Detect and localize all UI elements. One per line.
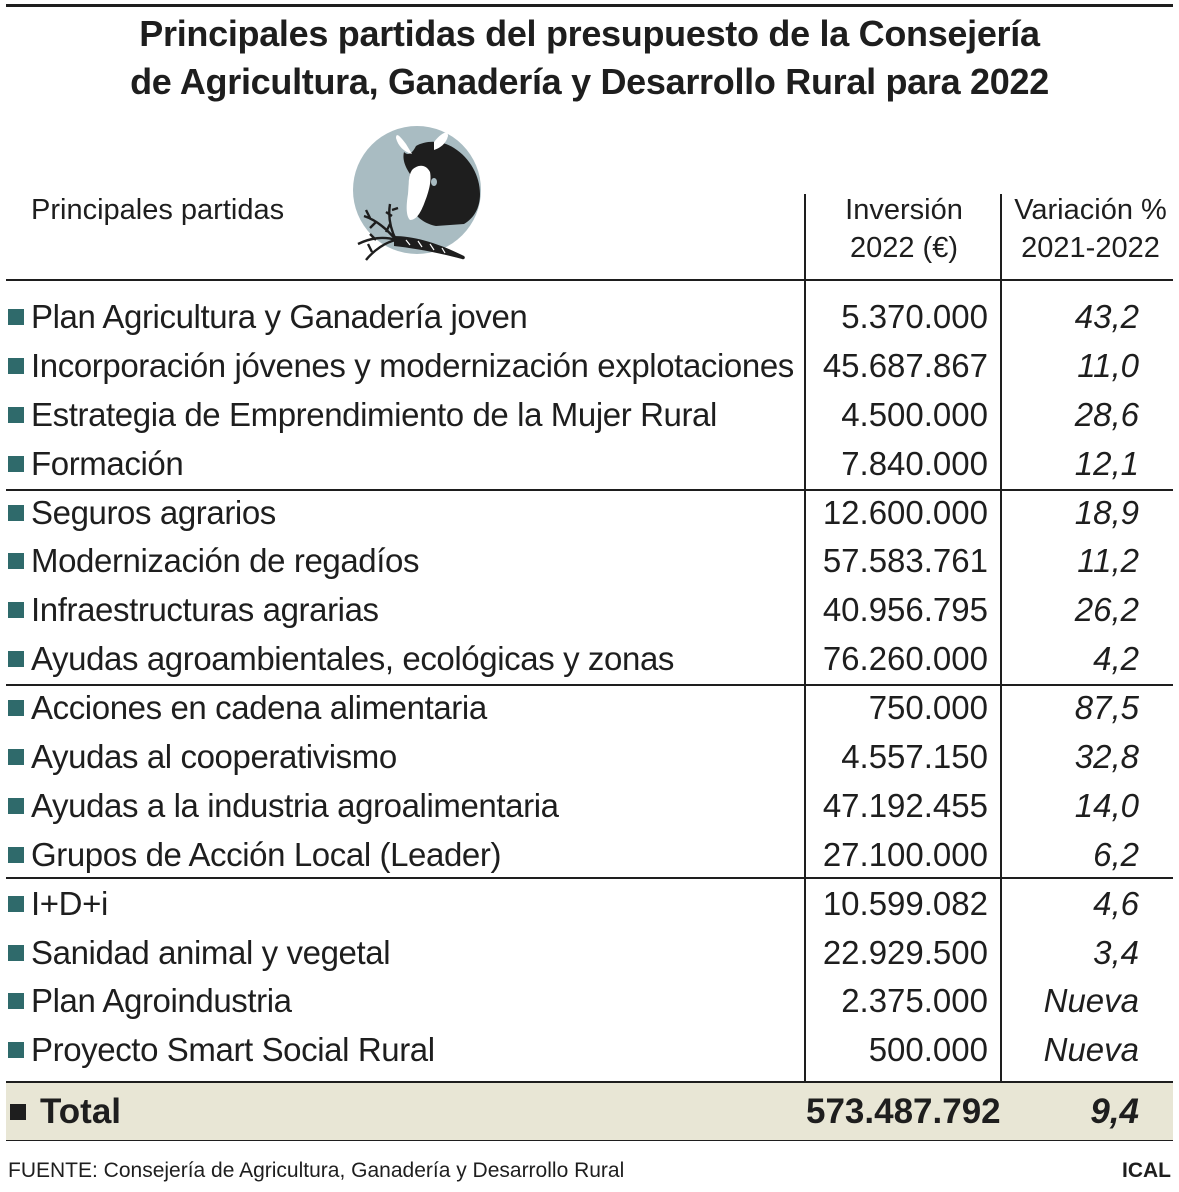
row-variacion: Nueva: [1043, 1031, 1139, 1069]
table-row: [0, 537, 1179, 586]
table-row: [0, 489, 1179, 538]
row-label: Grupos de Acción Local (Leader): [31, 835, 502, 873]
row-inversion: 12.600.000: [822, 493, 988, 531]
row-inversion: 7.840.000: [841, 444, 988, 482]
row-bullet-icon: [8, 505, 24, 521]
row-variacion: 3,4: [1093, 933, 1139, 971]
table-row: [0, 342, 1179, 391]
row-bullet-icon: [8, 456, 24, 472]
header-variacion-line-1: Variación %: [1014, 194, 1167, 226]
row-bullet-icon: [8, 358, 24, 374]
row-bullet-icon: [8, 602, 24, 618]
row-variacion: 11,0: [1077, 346, 1139, 384]
row-inversion: 4.557.150: [841, 738, 988, 776]
header-variacion: [1002, 191, 1179, 267]
row-label: Plan Agroindustria: [31, 982, 292, 1020]
header-inversion-line-2: 2022 (€): [849, 232, 958, 264]
budget-rows: [0, 293, 1179, 1075]
row-variacion: 87,5: [1074, 689, 1139, 727]
row-label: Formación: [31, 444, 184, 482]
table-row: [0, 733, 1179, 782]
row-label: Infraestructuras agrarias: [31, 591, 379, 629]
row-bullet-icon: [8, 700, 24, 716]
source-note: FUENTE: Consejería de Agricultura, Ganadería y Desarrollo Rural: [8, 1159, 625, 1182]
chart-title: [0, 10, 1179, 106]
row-bullet-icon: [8, 553, 24, 569]
table-row: [0, 880, 1179, 929]
row-variacion: 12,1: [1074, 444, 1139, 482]
row-inversion: 76.260.000: [822, 640, 988, 678]
row-variacion: 14,0: [1074, 786, 1139, 824]
row-inversion: 22.929.500: [822, 933, 988, 971]
table-row: [0, 635, 1179, 684]
row-label: Ayudas al cooperativismo: [31, 738, 397, 776]
table-row: [0, 440, 1179, 489]
row-bullet-icon: [8, 1042, 24, 1058]
row-label: Proyecto Smart Social Rural: [31, 1031, 435, 1069]
row-variacion: 26,2: [1074, 591, 1139, 629]
row-label: Plan Agricultura y Ganadería joven: [31, 298, 528, 335]
total-inversion: 573.487.792: [806, 1092, 1001, 1131]
table-row: [0, 586, 1179, 635]
row-inversion: 47.192.455: [822, 786, 988, 824]
row-variacion: 4,6: [1093, 884, 1139, 922]
header-inversion-line-1: Inversión: [845, 194, 963, 226]
row-label: Incorporación jóvenes y modernización explotaciones: [31, 346, 794, 384]
table-row: [0, 929, 1179, 978]
row-bullet-icon: [8, 798, 24, 814]
row-bullet-icon: [8, 896, 24, 912]
row-bullet-icon: [8, 309, 24, 325]
row-inversion: 10.599.082: [822, 884, 988, 922]
row-inversion: 5.370.000: [841, 298, 988, 335]
row-variacion: 6,2: [1093, 835, 1139, 873]
row-label: Seguros agrarios: [31, 493, 276, 531]
row-inversion: 27.100.000: [822, 835, 988, 873]
row-bullet-icon: [8, 749, 24, 765]
row-label: Sanidad animal y vegetal: [31, 933, 391, 971]
row-variacion: Nueva: [1043, 982, 1139, 1020]
row-bullet-icon: [8, 993, 24, 1009]
total-variacion: 9,4: [1090, 1092, 1139, 1131]
cow-head-and-carrot-illustration: [346, 124, 486, 266]
header-principales-partidas: Principales partidas: [31, 194, 285, 226]
header-inversion: [806, 191, 1002, 267]
cow-eye-icon: [431, 178, 437, 186]
header-rule: [6, 279, 1173, 281]
row-bullet-icon: [8, 945, 24, 961]
row-variacion: 28,6: [1074, 395, 1139, 433]
table-row: [0, 293, 1179, 342]
row-variacion: 32,8: [1074, 738, 1139, 776]
row-variacion: 43,2: [1074, 298, 1139, 335]
row-inversion: 45.687.867: [822, 346, 988, 384]
table-row: [0, 1026, 1179, 1075]
table-row: [0, 391, 1179, 440]
table-row: [0, 831, 1179, 880]
row-bullet-icon: [8, 651, 24, 667]
table-row: [0, 977, 1179, 1026]
row-variacion: 11,2: [1077, 542, 1139, 580]
header-variacion-line-2: 2021-2022: [1021, 232, 1160, 264]
table-row: [0, 684, 1179, 733]
row-label: Ayudas a la industria agroalimentaria: [31, 786, 559, 824]
row-variacion: 4,2: [1093, 640, 1139, 678]
row-label: Estrategia de Emprendimiento de la Mujer Rural: [31, 395, 717, 433]
credit-ical: ICAL: [1122, 1159, 1171, 1182]
title-line-1: Principales partidas del presupuesto de la Consejería: [139, 13, 1040, 54]
row-bullet-icon: [8, 847, 24, 863]
row-label: I+D+i: [31, 884, 108, 922]
total-row: [0, 1083, 1179, 1140]
row-label: Acciones en cadena alimentaria: [31, 689, 487, 727]
row-inversion: 750.000: [868, 689, 988, 727]
total-bullet-icon: [10, 1104, 26, 1120]
row-label: Ayudas agroambientales, ecológicas y zonas: [31, 640, 674, 678]
row-inversion: 500.000: [868, 1031, 988, 1069]
row-inversion: 40.956.795: [822, 591, 988, 629]
row-inversion: 2.375.000: [841, 982, 988, 1020]
total-label: Total: [40, 1092, 122, 1131]
row-label: Modernización de regadíos: [31, 542, 420, 580]
top-rule: [6, 4, 1173, 7]
row-inversion: 4.500.000: [841, 395, 988, 433]
table-row: [0, 782, 1179, 831]
row-bullet-icon: [8, 407, 24, 423]
row-variacion: 18,9: [1074, 493, 1139, 531]
title-line-2: de Agricultura, Ganadería y Desarrollo Rural para 2022: [130, 61, 1049, 102]
row-inversion: 57.583.761: [822, 542, 988, 580]
